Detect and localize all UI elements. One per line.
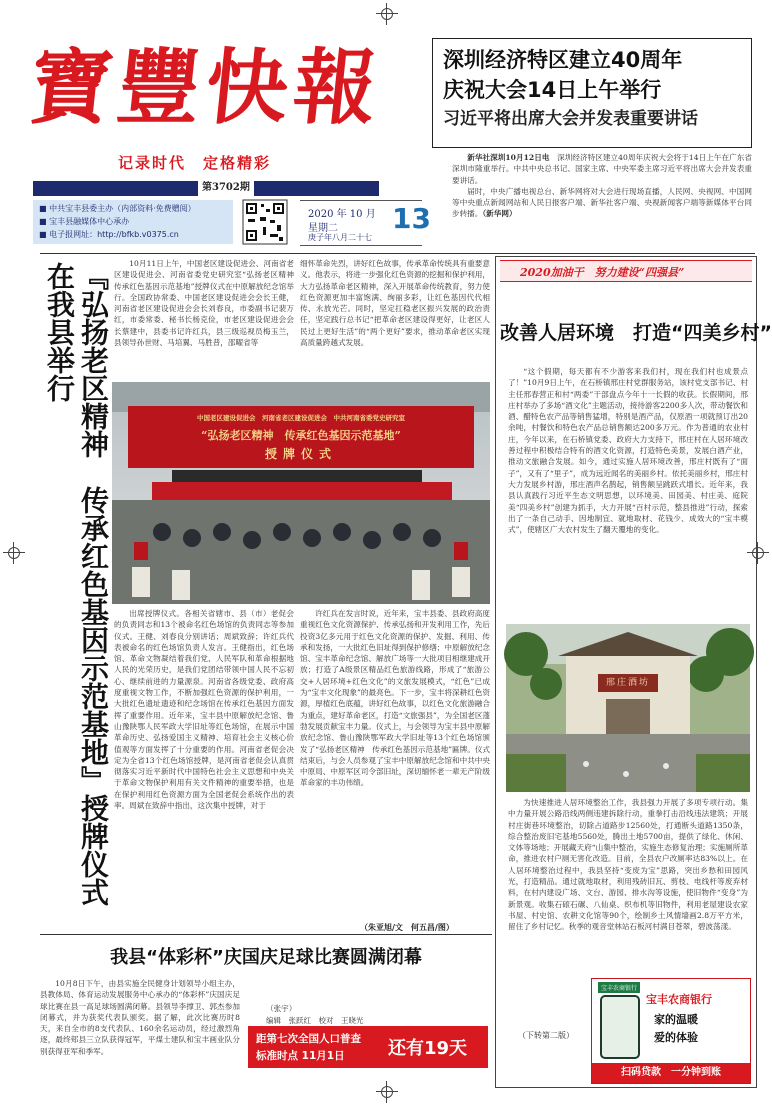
lunar-date: 庚子年八月二十七 bbox=[308, 233, 372, 242]
sports-credit: （张宇） bbox=[266, 1004, 297, 1013]
bank-line2: 爱的体验 bbox=[654, 1031, 698, 1044]
registration-mark bbox=[376, 3, 398, 25]
qr-code[interactable] bbox=[243, 200, 287, 244]
continued-note: （下转第二版） bbox=[518, 1031, 574, 1040]
registration-mark bbox=[376, 1081, 398, 1103]
village-photo bbox=[506, 624, 750, 792]
sports-text: 10月8日下午，由县实施全民健身计划领导小组主办，县教体局、体育运动发展服务中心承办的“体彩杯”庆国庆足球比赛在县一高足球场圆满闭幕。县领导李撑卫、郭杰参加闭幕式，并为获奖代表队颁奖。据了解，此次比赛历时8天，来自全市的8支代表队、160余名运动员，经过激烈角逐，最终郏县三立队获得冠军，平煤士建队和宝丰画业队分别获得亚军和季军。 bbox=[40, 979, 240, 1056]
info-line: ■ 宝丰县融媒体中心承办 bbox=[39, 217, 130, 226]
feature-text-col2-bottom: 许红兵在发言时说，近年来，宝丰县委、县政府高度重视红色文化资源保护、传承弘扬和开发利用工作，先后投资3亿多元用于红色文化资源的保护、发掘、利用、传承和发扬，一大批红色旧址得到保护修缮；中原解放纪念馆、宝丰革命纪念馆、解放广场等一大批项目相继建成开放；打造了A级景区精品红色旅游线路，形成了“旅游公交+人居环境+红色文化”的文旅发展模式，“红色”已成为“宝丰文化现象”的最亮色。下一步，宝丰将深耕红色资源，厚植红色底蕴，讲好红色故事，以红色文化旅游融合为重点，建好革命老区，打造“文旅强县”，为全国老区蓬勃发展贡献宝丰力量。仪式上，与会领导为宝丰县中原解放纪念馆、鲁山豫陕鄂军政大学旧址等13个红色场馆颁发了“弘扬老区精神 传承红色基因示范基地”匾牌。仪式结束后，与会人员参观了宝丰中原解放纪念馆和中共中央中原局、中原军区司令部旧址，深切缅怀老一辈无产阶级革命家的丰功伟绩。 bbox=[300, 609, 491, 788]
campaign-banner bbox=[500, 260, 752, 282]
feature-credit: （朱亚旭/文 何五昌/图） bbox=[360, 922, 454, 932]
top-headline-1: 深圳经济特区建立40周年 bbox=[443, 48, 683, 72]
page-number: 13 bbox=[392, 202, 431, 235]
top-news-body: 新华社深圳10月12日电 深圳经济特区建立40周年庆祝大会将于14日上午在广东省深圳市隆重举行。中共中央总书记、国家主席、中央军委主席习近平将出席大会并发表重要讲话。 届时，中央广播电视总台、新华网将对大会进行现场直播，人民网、央视网、中国网等中央重点新闻网站和人民日报客户端、新华社客户端、央视新闻客户端等新媒体平台同步转播。（新华网） bbox=[452, 153, 753, 219]
bank-slogan: 扫码贷款 一分钟到账 bbox=[592, 1063, 750, 1083]
divider bbox=[40, 253, 755, 254]
campaign-banner-text: 2020加油干 努力建设“四强县” bbox=[520, 266, 685, 279]
photo-sign-text: 邢庄酒坊 bbox=[605, 678, 650, 688]
bank-small-label: 宝丰农商银行 bbox=[598, 982, 640, 993]
info-line: ■ 中共宝丰县委主办（内部资料·免费赠阅） bbox=[39, 204, 196, 213]
right-title: 改善人居环境 打造“四美乡村” bbox=[500, 322, 772, 344]
photo-banner-line1: 中国老区建设促进会 河南省老区建设促进会 中共河南省委党史研究室 bbox=[197, 414, 405, 422]
census-line1: 距第七次全国人口普查 bbox=[256, 1033, 361, 1045]
sports-headline: 我县“体彩杯”庆国庆足球比赛圆满闭幕 bbox=[110, 947, 422, 968]
issue-number: 第3702期 bbox=[198, 177, 254, 199]
top-news-header bbox=[432, 38, 752, 148]
photo-banner-line2: “弘扬老区精神 传承红色基因示范基地” bbox=[201, 429, 401, 442]
date-line: 2020 年 10 月 bbox=[308, 209, 376, 220]
census-countdown bbox=[248, 1026, 488, 1068]
bank-line1: 家的温暖 bbox=[654, 1013, 698, 1026]
weekday: 星期二 bbox=[308, 223, 338, 234]
masthead-logo: 寶豐快報 bbox=[24, 40, 388, 136]
top-subhead: 习近平将出席大会并发表重要讲话 bbox=[443, 109, 698, 129]
right-text-bottom: 为快速推进人居环境整治工作，我县强力开展了多项专项行动。集中力量开展公路沿线两侧违建拆除行动，重拳打击沿线违法建筑；开展村庄街巷环境整治，切除占道路步12560处，打通断头道路1350条，综合整治废旧宅基地5560处，腾出土地5700亩，提供了绿化、休闲、文体等场地；开展藏天府“山集中整治，实施生态修复治理；实施厕所革命，推进农村户厕无害化改造。目前，全县农户改厕率达83%以上。在人居环境整治过程中，我县坚持“变废为宝”思路，突出乡愁和田园风光，打造精品。通过就地取材，利用残砖旧瓦、剪枝、电线杆等废弃材料，在村内建设广场、文台、游园、排水沟等设施，使旧物件“变身”为新景观。收集石磙石碾、八仙桌、织布机等旧物件，利用老屋建设农家书屋、村史馆、农耕文化馆等90个，绘制乡土风情墙画2.8万平方米，留住了乡村记忆。秋季的观音堂林站石板河村满目苍翠，碧波荡漾。 bbox=[508, 798, 748, 932]
registration-mark bbox=[3, 542, 25, 564]
info-line[interactable]: ■ 电子报网址：http://bfkb.v0375.cn bbox=[39, 230, 179, 239]
bank-ad[interactable] bbox=[591, 978, 751, 1084]
masthead-info-box bbox=[33, 200, 233, 244]
editors-line: 编辑 张跃红 校对 王晓光 bbox=[266, 1016, 364, 1025]
census-line2: 标准时点 11月1日 bbox=[256, 1050, 345, 1062]
date-box bbox=[300, 200, 431, 246]
feature-text-col2-top: 细怀革命先烈，讲好红色故事，传承革命传统具有重要意义。他表示，将进一步强化红色资源的挖掘和保护利用，大力弘扬革命老区精神，深入开展革命传统教育，努力使红色资源更加丰富饱满、绚丽多彩，让红色基因代代相传、永放光芒。同时，坚定扛稳老区振兴发展的政治责任，坚定践行总书记“把革命老区建设得更好，让老区人民过上更好生活”的“两个更好”要求，推动革命老区实现高质量跨越式发展。 bbox=[300, 259, 490, 348]
bank-phone-graphic bbox=[600, 995, 640, 1059]
census-days: 还有19天 bbox=[388, 1038, 468, 1059]
top-headline-2: 庆祝大会14日上午举行 bbox=[443, 78, 662, 102]
feature-title: 『弘扬老区精神 传承红色基因示范基地』授牌仪式在我县举行 bbox=[43, 262, 110, 906]
divider bbox=[40, 934, 492, 935]
photo-banner-line3: 授牌仪式 bbox=[264, 447, 337, 461]
masthead-slogan: 记录时代 定格精彩 bbox=[118, 154, 272, 172]
feature-text-col1-bottom: 出席授牌仪式。各相关省辖市、县（市）老促会的负责同志和13个被命名红色场馆的负责同志等参加仪式。王健、刘春良分别讲话；周斌致辞；许红兵代表被命名的红色场馆负责人发言。王健指出，红色场馆、革命文物凝结着我们党、人民军队和革命根据地人民的光荣历史，是我们党团结带领中国人民不忘初心、继续前进的力量源泉。河南省各级党委、政府高度重视文物工作，不断加强红色资源的保护利用，一大批红色遗址遗迹和纪念场馆在传承红色基因方面发挥了重要作用。近年来，宝丰县中原解放纪念馆、鲁山豫陕鄂人民军政大学旧址等红色场馆，在展示中国革命历史、弘扬爱国主义精神、培育社会主义核心价值观等方面发挥了十分重要的作用。河南省老促会决定为全省13个红色场馆授牌，是河南省老促会认真贯彻落实习近平新时代中国特色社会主义思想和中央关于革命文物保护利用有关文件精神的重要举措，也是在保护利用红色资源方面为全国老促会系统作出的表率。周斌在致辞中指出，这次集中授牌，对于 bbox=[114, 609, 294, 811]
bank-name: 宝丰农商银行 bbox=[646, 993, 712, 1006]
feature-text-col1-top: 10月11日上午，中国老区建设促进会、河南省老区建设促进会、河南省委党史研究室“弘扬老区精神 传承红色基因示范基地”授牌仪式在中原解放纪念馆举行。全国政协常委、中国老区建设促进会会长王健，河南省老区建设促进会会长刘春良，市委副书记裴万红，市委常委、秘书长杨克俭，市老区建设促进会会长蔡建中，县委书记许红兵，县三级巡视员梅玉兰，县领导孙世财、马培翼、马胜普，邵曜省等 bbox=[114, 259, 302, 348]
right-text-top: “这个假期，每天都有不少游客来我们村，现在我们村也成景点了！”10月9日上午，在石桥镇邢庄村党群服务站，该村党支部书记、村主任邢春营正和村“两委”干部盘点今年十一长假的收获。长假期间，邢庄村举办了多场“酒文化”主题活动，接待游客2200多人次，带动餐饮和酒、醋特色农产品等销售猛增，特别是酒产品，仅原酒一项就预订出20余吨，村餐饮和特色农产品总销售额达200多万元。作为普通的农业村庄，今年以来，在石桥镇党委、政府大力支持下，邢庄村在人居环境改善过程中积极结合特有的酒文化资源，打造特色美景，发展白酒产业，推动文旅融合发展。如今，通过实施人居环境改善，邢庄村既有了“面子”，又有了“里子”，成为远近闻名的美丽乡村。依托美丽乡村，邢庄村大力发展乡村游，邢庄酒声名鹊起，销售额呈跳跃式增长。近年来，我县认真践行习近平生态文明思想，以环境美、田园美、村庄美、庭院美“四美乡村”创建为抓手，大力开展“百村示范，整县推进”行动，探索出了一条自己动手、因地制宜、就地取材、花钱少、成效大的“宝丰模式”，使辖区广大农村发生了翻天覆地的变化。 bbox=[508, 367, 748, 535]
